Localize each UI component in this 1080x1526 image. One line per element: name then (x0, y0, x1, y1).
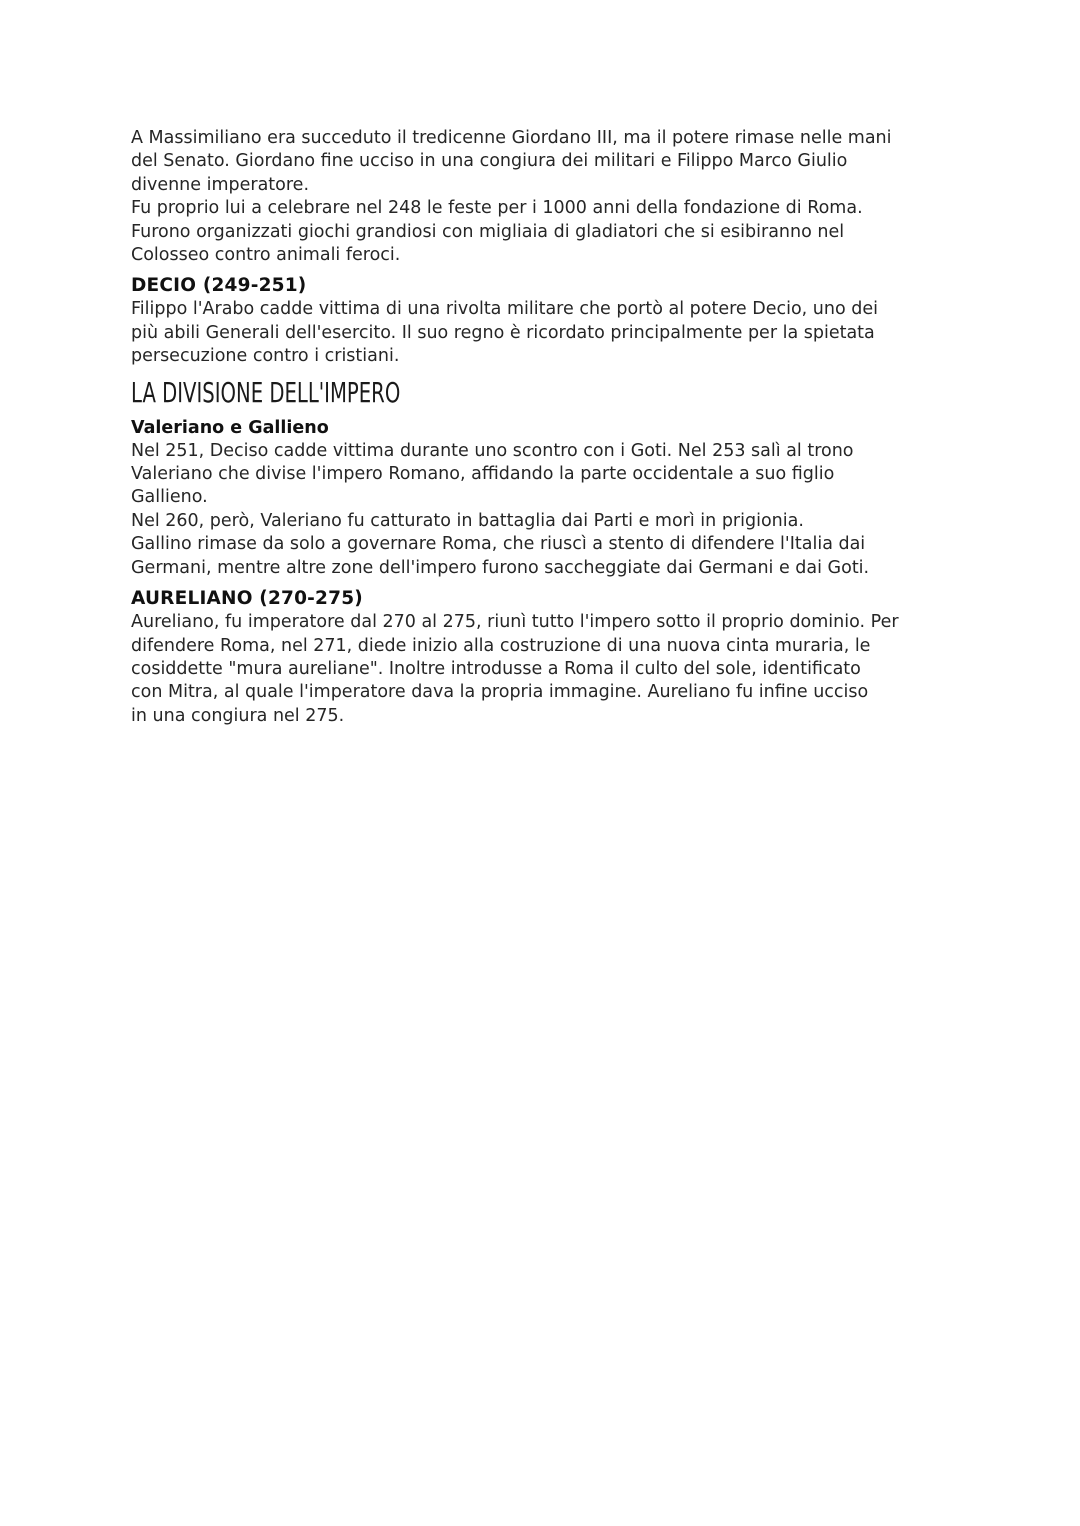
valeriano-subheading: Valeriano e Gallieno (131, 417, 329, 438)
decio-paragraph: Filippo l'Arabo cadde vittima di una rivolta militare che portò al potere Decio, uno dei più abili Generali dell'esercito. Il suo regno è ricordato principalmente per la spietata persecuzione contro i cristiani. (131, 299, 878, 367)
divisione-paragraph: Nel 251, Deciso cadde vittima durante uno scontro con i Goti. Nel 253 salì al trono Valeriano che divise l'impero Romano, affidando la parte occidentale a suo figlio Gallieno. Nel 260, però, Valeriano fu catturato in battaglia dai Parti e morì in prigionia. Gallino rimase da solo a governare Roma, che riuscì a stento di difendere l'Italia dai Germani, mentre altre zone dell'impero furono saccheggiate dai Germani e dai Goti. (131, 440, 870, 578)
aureliano-paragraph: Aureliano, fu imperatore dal 270 al 275, riunì tutto l'impero sotto il proprio dominio. Per difendere Roma, nel 271, diede inizio alla costruzione di una nuova cinta muraria, le cosiddette "mura aureliane". Inoltre introdusse a Roma il culto del sole, identificato con Mitra, al quale l'imperatore dava la propria immagine. Aureliano fu infine ucciso in una congiura nel 275. (131, 612, 899, 726)
divisione-heading: LA DIVISIONE DELL'IMPERO (131, 375, 401, 409)
decio-heading: DECIO (249-251) (131, 275, 307, 297)
aureliano-heading: AURELIANO (270-275) (131, 588, 363, 610)
document-page (131, 127, 961, 728)
intro-paragraph: A Massimiliano era succeduto il tredicenne Giordano III, ma il potere rimase nelle mani del Senato. Giordano fine ucciso in una congiura dei militari e Filippo Marco Giulio divenne imperatore. Fu proprio lui a celebrare nel 248 le feste per i 1000 anni della fondazione di Roma. Furono organizzati giochi grandiosi con migliaia di gladiatori che si esibiranno nel Colosseo contro animali feroci. (131, 128, 892, 266)
